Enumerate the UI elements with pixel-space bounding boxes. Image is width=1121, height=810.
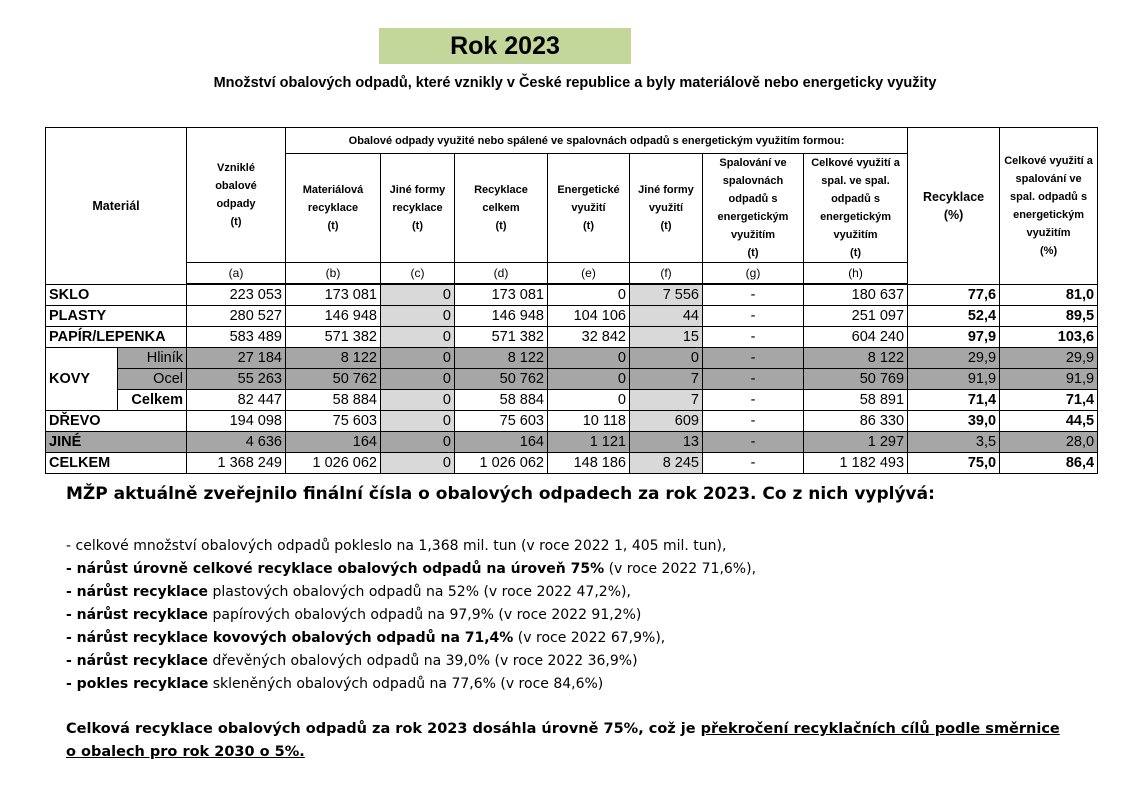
waste-table — [45, 127, 1098, 474]
header-vznikle: Vzniklé obalové odpady (t) — [187, 128, 286, 263]
kovy-label: KOVY — [46, 348, 118, 411]
header-b: Materiálová recyklace (t) — [286, 154, 381, 263]
header-h: Celkové využití a spal. ve spal. odpadů s energetickým využitím (t) — [804, 154, 908, 263]
table-row: Celkem 82 447 58 884 0 58 884 0 7 - 58 891 71,4 71,4 — [46, 390, 1098, 411]
letter-b: (b) — [286, 263, 381, 285]
summary-heading: MŽP aktuálně zveřejnilo finální čísla o obalových odpadech za rok 2023. Co z nich vyplývá: — [66, 484, 935, 504]
header-recyklace: Recyklace (%) — [908, 128, 1000, 285]
letter-h: (h) — [804, 263, 908, 285]
header-g: Spalování ve spalovnách odpadů s energetickým využitím (t) — [703, 154, 804, 263]
list-item: - nárůst recyklace papírových obalových odpadů na 97,9% (v roce 2022 91,2%) — [66, 607, 642, 623]
table-row: Ocel 55 263 50 762 0 50 762 0 7 - 50 769 91,9 91,9 — [46, 369, 1098, 390]
list-item: - nárůst recyklace kovových obalových odpadů na 71,4% (v roce 2022 67,9%), — [66, 630, 666, 646]
table-row: KOVY Hliník 27 184 8 122 0 8 122 0 0 - 8 122 29,9 29,9 — [46, 348, 1098, 369]
table-row: PAPÍR/LEPENKA 583 489 571 382 0 571 382 32 842 15 - 604 240 97,9 103,6 — [46, 327, 1098, 348]
letter-c: (c) — [381, 263, 455, 285]
header-material: Materiál — [46, 128, 187, 285]
table-row: PLASTY 280 527 146 948 0 146 948 104 106 44 - 251 097 52,4 89,5 — [46, 306, 1098, 327]
header-e: Energetické využití (t) — [548, 154, 630, 263]
header-d: Recyklace celkem (t) — [455, 154, 548, 263]
list-item: - nárůst úrovně celkové recyklace obalových odpadů na úroveň 75% (v roce 2022 71,6%), — [66, 561, 757, 577]
letter-a: (a) — [187, 263, 286, 285]
letter-e: (e) — [548, 263, 630, 285]
table-row: JINÉ 4 636 164 0 164 1 121 13 - 1 297 3,5 28,0 — [46, 432, 1098, 453]
letter-f: (f) — [630, 263, 703, 285]
letter-d: (d) — [455, 263, 548, 285]
header-group: Obalové odpady využité nebo spálené ve spalovnách odpadů s energetickým využitím formou: — [286, 128, 908, 154]
year-title: Rok 2023 — [379, 28, 631, 64]
header-f: Jiné formy využití (t) — [630, 154, 703, 263]
header-c: Jiné formy recyklace (t) — [381, 154, 455, 263]
letter-g: (g) — [703, 263, 804, 285]
table-subtitle: Množství obalových odpadů, které vznikly v České republice a byly materiálově nebo energeticky využity — [213, 75, 937, 91]
table-row: DŘEVO 194 098 75 603 0 75 603 10 118 609 - 86 330 39,0 44,5 — [46, 411, 1098, 432]
list-item: - nárůst recyklace plastových obalových odpadů na 52% (v roce 2022 47,2%), — [66, 584, 631, 600]
list-item: - nárůst recyklace dřevěných obalových odpadů na 39,0% (v roce 2022 36,9%) — [66, 653, 638, 669]
list-item: - pokles recyklace skleněných obalových odpadů na 77,6% (v roce 84,6%) — [66, 676, 604, 692]
summary-conclusion: Celková recyklace obalových odpadů za rok 2023 dosáhla úrovně 75%, což je překročení recyklačních cílů podle směrnice o obalech pro rok 2030 o 5%. — [66, 721, 1060, 760]
header-celkove: Celkové využití a spalování ve spal. odpadů s energetickým využitím (%) — [1000, 128, 1098, 285]
list-item: - celkové množství obalových odpadů pokleslo na 1,368 mil. tun (v roce 2022 1, 405 mil. tun), — [66, 538, 727, 554]
summary-list — [66, 535, 756, 696]
table-row: SKLO 223 053 173 081 0 173 081 0 7 556 - 180 637 77,6 81,0 — [46, 284, 1098, 306]
table-row-total: CELKEM 1 368 249 1 026 062 0 1 026 062 148 186 8 245 - 1 182 493 75,0 86,4 — [46, 453, 1098, 474]
